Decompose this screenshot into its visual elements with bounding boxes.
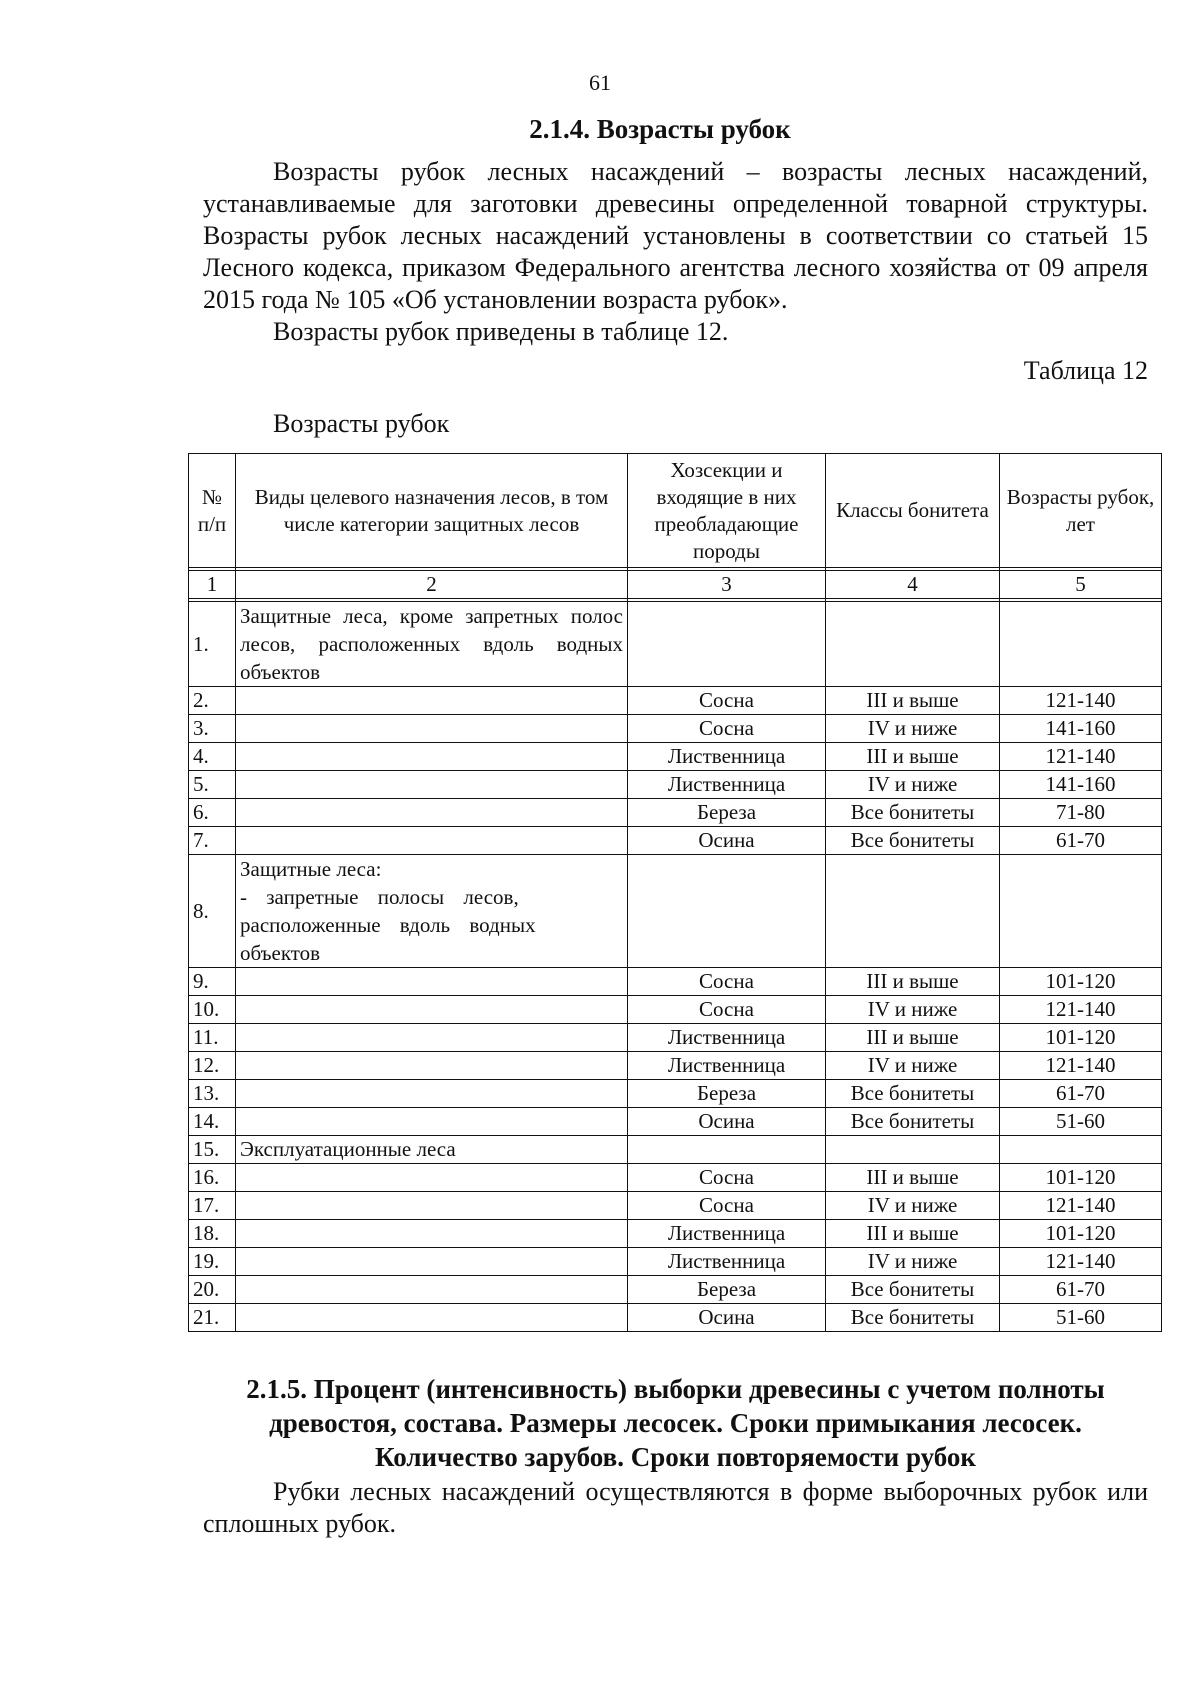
row-bonitet: IV и ниже <box>826 715 1000 743</box>
row-species: Береза <box>628 1080 826 1108</box>
row-number: 12. <box>189 1052 236 1080</box>
row-forest-type <box>236 1248 628 1276</box>
row-number: 2. <box>189 687 236 715</box>
table-row <box>189 1164 1162 1192</box>
row-forest-type <box>236 996 628 1024</box>
row-bonitet: IV и ниже <box>826 771 1000 799</box>
table-row <box>189 1276 1162 1304</box>
row-species: Береза <box>628 1276 826 1304</box>
row-bonitet: III и выше <box>826 1220 1000 1248</box>
table-row <box>189 799 1162 827</box>
row-forest-type <box>236 855 628 968</box>
header-cutting-age: Возрасты рубок, лет <box>1000 454 1162 568</box>
table-row <box>189 827 1162 855</box>
page-number: 61 <box>589 70 611 95</box>
table-row <box>189 968 1162 996</box>
row-cutting-age: 61-70 <box>1000 1276 1162 1304</box>
row-cutting-age: 101-120 <box>1000 968 1162 996</box>
table-row <box>189 715 1162 743</box>
row-number: 14. <box>189 1108 236 1136</box>
row-forest-type <box>236 771 628 799</box>
row-forest-type-line: - запретные полосы лесов, расположенные вдоль водных объектов <box>240 885 536 965</box>
paragraph-table-reference <box>203 316 1148 348</box>
row-number: 11. <box>189 1024 236 1052</box>
row-number: 5. <box>189 771 236 799</box>
row-forest-type <box>236 1220 628 1248</box>
column-number: 2 <box>236 571 628 599</box>
table-row <box>189 743 1162 771</box>
row-number: 4. <box>189 743 236 771</box>
row-forest-type <box>236 1080 628 1108</box>
row-bonitet: Все бонитеты <box>826 799 1000 827</box>
row-cutting-age: 101-120 <box>1000 1220 1162 1248</box>
row-species: Лиственница <box>628 743 826 771</box>
row-forest-type <box>236 743 628 771</box>
table-row <box>189 1080 1162 1108</box>
row-cutting-age: 141-160 <box>1000 715 1162 743</box>
row-forest-type <box>236 687 628 715</box>
table-row <box>189 1192 1162 1220</box>
row-species: Сосна <box>628 968 826 996</box>
header-bonitet: Классы бонитета <box>826 454 1000 568</box>
row-cutting-age: 51-60 <box>1000 1304 1162 1332</box>
table-header-row <box>189 454 1162 568</box>
row-forest-type <box>236 1192 628 1220</box>
row-forest-type-line: Защитные леса: <box>240 857 382 881</box>
row-species <box>628 1136 826 1164</box>
row-species: Лиственница <box>628 771 826 799</box>
paragraph-text: Рубки лесных насаждений осуществляются в форме выборочных рубок или сплошных рубок. <box>203 1477 1148 1538</box>
row-cutting-age: 121-140 <box>1000 1052 1162 1080</box>
row-species: Лиственница <box>628 1248 826 1276</box>
row-cutting-age: 121-140 <box>1000 996 1162 1024</box>
row-number: 10. <box>189 996 236 1024</box>
row-forest-type <box>236 968 628 996</box>
row-bonitet <box>826 1136 1000 1164</box>
column-number: 1 <box>189 571 236 599</box>
row-cutting-age: 121-140 <box>1000 1192 1162 1220</box>
row-bonitet: Все бонитеты <box>826 1080 1000 1108</box>
row-cutting-age: 51-60 <box>1000 1108 1162 1136</box>
row-cutting-age: 141-160 <box>1000 771 1162 799</box>
row-cutting-age <box>1000 1136 1162 1164</box>
row-number: 15. <box>189 1136 236 1164</box>
table-row <box>189 1024 1162 1052</box>
row-cutting-age: 71-80 <box>1000 799 1162 827</box>
row-bonitet: III и выше <box>826 687 1000 715</box>
row-number: 6. <box>189 799 236 827</box>
row-species: Осина <box>628 827 826 855</box>
row-species: Сосна <box>628 996 826 1024</box>
table-row <box>189 1052 1162 1080</box>
header-forest-type: Виды целевого назначения лесов, в том числе категории защитных лесов <box>236 454 628 568</box>
row-cutting-age: 121-140 <box>1000 1248 1162 1276</box>
table-row <box>189 1220 1162 1248</box>
table-row-category <box>189 855 1162 968</box>
row-number: 1. <box>189 602 236 687</box>
table-title: Возрасты рубок <box>273 409 450 438</box>
table-row <box>189 687 1162 715</box>
row-forest-type <box>236 1052 628 1080</box>
row-bonitet: Все бонитеты <box>826 827 1000 855</box>
row-species: Осина <box>628 1304 826 1332</box>
header-species: Хозсекции и входящие в них преобладающие породы <box>628 454 826 568</box>
row-number: 17. <box>189 1192 236 1220</box>
row-bonitet: III и выше <box>826 1164 1000 1192</box>
table-row <box>189 771 1162 799</box>
row-cutting-age: 101-120 <box>1000 1164 1162 1192</box>
table-row <box>189 1304 1162 1332</box>
row-cutting-age: 101-120 <box>1000 1024 1162 1052</box>
row-number: 16. <box>189 1164 236 1192</box>
row-forest-type <box>236 1108 628 1136</box>
row-bonitet: Все бонитеты <box>826 1304 1000 1332</box>
table-row <box>189 1108 1162 1136</box>
table-row <box>189 1248 1162 1276</box>
row-forest-type <box>236 1304 628 1332</box>
row-cutting-age <box>1000 602 1162 687</box>
row-bonitet: III и выше <box>826 1024 1000 1052</box>
table-row-category <box>189 602 1162 687</box>
paragraph-cutting-forms <box>203 1476 1148 1540</box>
table-number-label: Таблица 12 <box>1023 356 1148 385</box>
row-number: 8. <box>189 855 236 968</box>
row-forest-type: Эксплуатационные леса <box>236 1136 628 1164</box>
row-number: 13. <box>189 1080 236 1108</box>
row-species: Береза <box>628 799 826 827</box>
row-species <box>628 855 826 968</box>
row-species: Лиственница <box>628 1052 826 1080</box>
row-forest-type: Защитные леса, кроме запретных полос лесов, расположенных вдоль водных объектов <box>236 602 628 687</box>
paragraph-text: Возрасты рубок приведены в таблице 12. <box>273 317 729 346</box>
row-number: 21. <box>189 1304 236 1332</box>
row-species: Сосна <box>628 1164 826 1192</box>
row-cutting-age: 61-70 <box>1000 1080 1162 1108</box>
row-number: 19. <box>189 1248 236 1276</box>
row-bonitet: III и выше <box>826 968 1000 996</box>
row-species: Сосна <box>628 1192 826 1220</box>
section-heading-2-1-5: 2.1.5. Процент (интенсивность) выборки древесины с учетом полноты древостоя, состава. Размеры лесосек. Сроки примыкания лесосек. Количество зарубов. Сроки повторяемости рубок <box>246 1374 1105 1472</box>
row-bonitet: IV и ниже <box>826 996 1000 1024</box>
row-bonitet: IV и ниже <box>826 1192 1000 1220</box>
table-row <box>189 996 1162 1024</box>
paragraph-cutting-ages-definition <box>203 156 1148 316</box>
row-forest-type <box>236 1024 628 1052</box>
row-forest-type <box>236 1164 628 1192</box>
row-number: 18. <box>189 1220 236 1248</box>
row-species: Лиственница <box>628 1024 826 1052</box>
row-species: Лиственница <box>628 1220 826 1248</box>
row-bonitet: Все бонитеты <box>826 1276 1000 1304</box>
section-heading-2-1-4: 2.1.4. Возрасты рубок <box>529 114 791 144</box>
table-row-category <box>189 1136 1162 1164</box>
column-number-row <box>189 571 1162 599</box>
row-number: 3. <box>189 715 236 743</box>
paragraph-text: Возрасты рубок лесных насаждений – возрасты лесных насаждений, устанавливаемые для заготовки древесины определенной товарной структуры. Возрасты рубок лесных насаждений установлены в соответствии со статьей 15 Лесного кодекса, приказом Федерального агентства лесного хозяйства от 09 апреля 2015 года № 105 «Об установлении возраста рубок». <box>203 157 1148 314</box>
row-species: Сосна <box>628 715 826 743</box>
row-number: 7. <box>189 827 236 855</box>
row-cutting-age: 121-140 <box>1000 743 1162 771</box>
column-number: 3 <box>628 571 826 599</box>
row-cutting-age: 61-70 <box>1000 827 1162 855</box>
row-bonitet <box>826 602 1000 687</box>
row-forest-type <box>236 715 628 743</box>
row-forest-type <box>236 827 628 855</box>
row-cutting-age: 121-140 <box>1000 687 1162 715</box>
row-bonitet: IV и ниже <box>826 1052 1000 1080</box>
row-species: Сосна <box>628 687 826 715</box>
row-bonitet: IV и ниже <box>826 1248 1000 1276</box>
row-number: 9. <box>189 968 236 996</box>
row-forest-type <box>236 799 628 827</box>
row-forest-type <box>236 1276 628 1304</box>
column-number: 4 <box>826 571 1000 599</box>
row-bonitet <box>826 855 1000 968</box>
row-bonitet: Все бонитеты <box>826 1108 1000 1136</box>
header-number: № п/п <box>189 454 236 568</box>
column-number: 5 <box>1000 571 1162 599</box>
cutting-ages-table <box>188 453 1162 1332</box>
row-number: 20. <box>189 1276 236 1304</box>
row-cutting-age <box>1000 855 1162 968</box>
row-species: Осина <box>628 1108 826 1136</box>
row-species <box>628 602 826 687</box>
row-bonitet: III и выше <box>826 743 1000 771</box>
